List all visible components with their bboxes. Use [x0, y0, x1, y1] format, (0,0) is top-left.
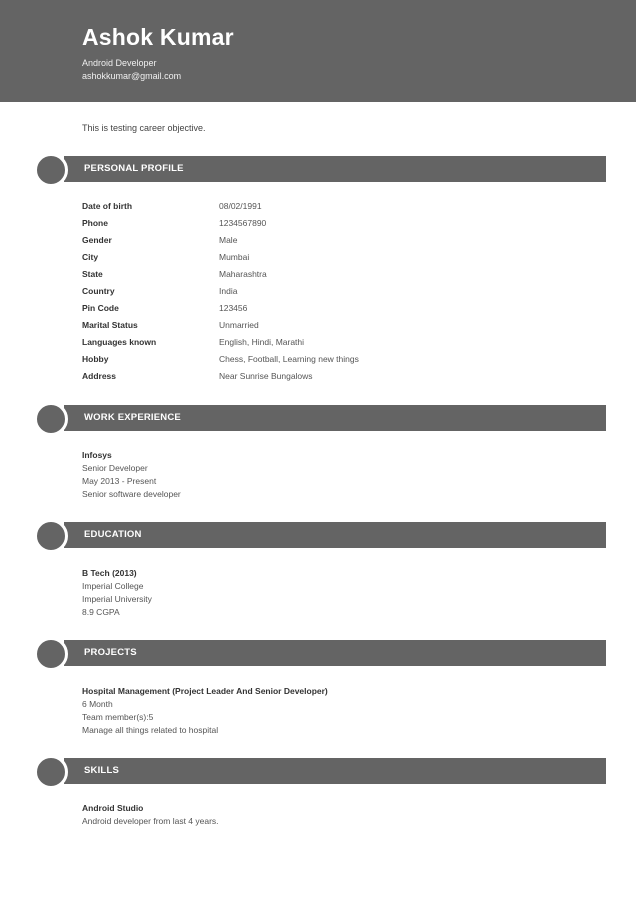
profile-row [82, 371, 502, 385]
project-entry [82, 685, 328, 737]
skill-entry [82, 802, 219, 828]
career-objective: This is testing career objective. [82, 123, 206, 133]
profile-row [82, 337, 502, 351]
section-education [34, 519, 606, 553]
project-duration: 6 Month [82, 699, 113, 709]
profile-row [82, 303, 502, 317]
profile-label: Date of birth [82, 201, 133, 211]
profile-row [82, 286, 502, 300]
profile-row [82, 201, 502, 215]
profile-label: Marital Status [82, 320, 138, 330]
profile-value: Mumbai [219, 252, 250, 262]
profile-row [82, 252, 502, 266]
section-bullet-icon [34, 519, 68, 553]
section-projects [34, 637, 606, 671]
section-personal-profile [34, 153, 606, 187]
section-skills [34, 755, 606, 789]
section-title: EDUCATION [84, 529, 142, 540]
profile-row [82, 235, 502, 249]
education-university: Imperial University [82, 594, 152, 604]
profile-value: 123456 [219, 303, 248, 313]
candidate-role: Android Developer [82, 58, 157, 68]
profile-label: Languages known [82, 337, 157, 347]
work-description: Senior software developer [82, 489, 181, 499]
section-bar [64, 758, 606, 784]
profile-label: Gender [82, 235, 112, 245]
profile-label: Hobby [82, 354, 109, 364]
work-duration: May 2013 - Present [82, 476, 157, 486]
section-bullet-icon [34, 637, 68, 671]
section-work-experience [34, 402, 606, 436]
profile-value: Male [219, 235, 238, 245]
work-position: Senior Developer [82, 463, 148, 473]
profile-value: Maharashtra [219, 269, 267, 279]
section-bar [64, 522, 606, 548]
profile-value: Chess, Football, Learning new things [219, 354, 359, 364]
project-title: Hospital Management (Project Leader And Senior Developer) [82, 686, 328, 696]
profile-row [82, 218, 502, 232]
skill-name: Android Studio [82, 803, 144, 813]
profile-label: Address [82, 371, 117, 381]
profile-value: Unmarried [219, 320, 259, 330]
profile-row [82, 320, 502, 334]
profile-row [82, 269, 502, 283]
profile-label: State [82, 269, 103, 279]
profile-label: Country [82, 286, 115, 296]
profile-value: 1234567890 [219, 218, 267, 228]
section-title: WORK EXPERIENCE [84, 412, 181, 423]
profile-value: Near Sunrise Bungalows [219, 371, 313, 381]
section-bullet-icon [34, 755, 68, 789]
resume-header [0, 0, 636, 102]
candidate-name: Ashok Kumar [82, 24, 234, 50]
profile-label: Phone [82, 218, 108, 228]
education-degree: B Tech (2013) [82, 568, 137, 578]
section-bullet-icon [34, 402, 68, 436]
profile-label: City [82, 252, 99, 262]
section-title: SKILLS [84, 765, 119, 776]
candidate-email: ashokkumar@gmail.com [82, 71, 182, 81]
project-team: Team member(s):5 [82, 712, 154, 722]
education-college: Imperial College [82, 581, 144, 591]
work-entry [82, 449, 181, 501]
section-title: PROJECTS [84, 647, 137, 658]
profile-value: India [219, 286, 238, 296]
work-company: Infosys [82, 450, 112, 460]
section-bullet-icon [34, 153, 68, 187]
education-entry [82, 567, 152, 619]
profile-row [82, 354, 502, 368]
section-bar [64, 640, 606, 666]
section-title: PERSONAL PROFILE [84, 163, 184, 174]
profile-value: 08/02/1991 [219, 201, 262, 211]
education-score: 8.9 CGPA [82, 607, 120, 617]
profile-value: English, Hindi, Marathi [219, 337, 305, 347]
project-description: Manage all things related to hospital [82, 725, 219, 735]
profile-label: Pin Code [82, 303, 119, 313]
skill-description: Android developer from last 4 years. [82, 816, 219, 826]
